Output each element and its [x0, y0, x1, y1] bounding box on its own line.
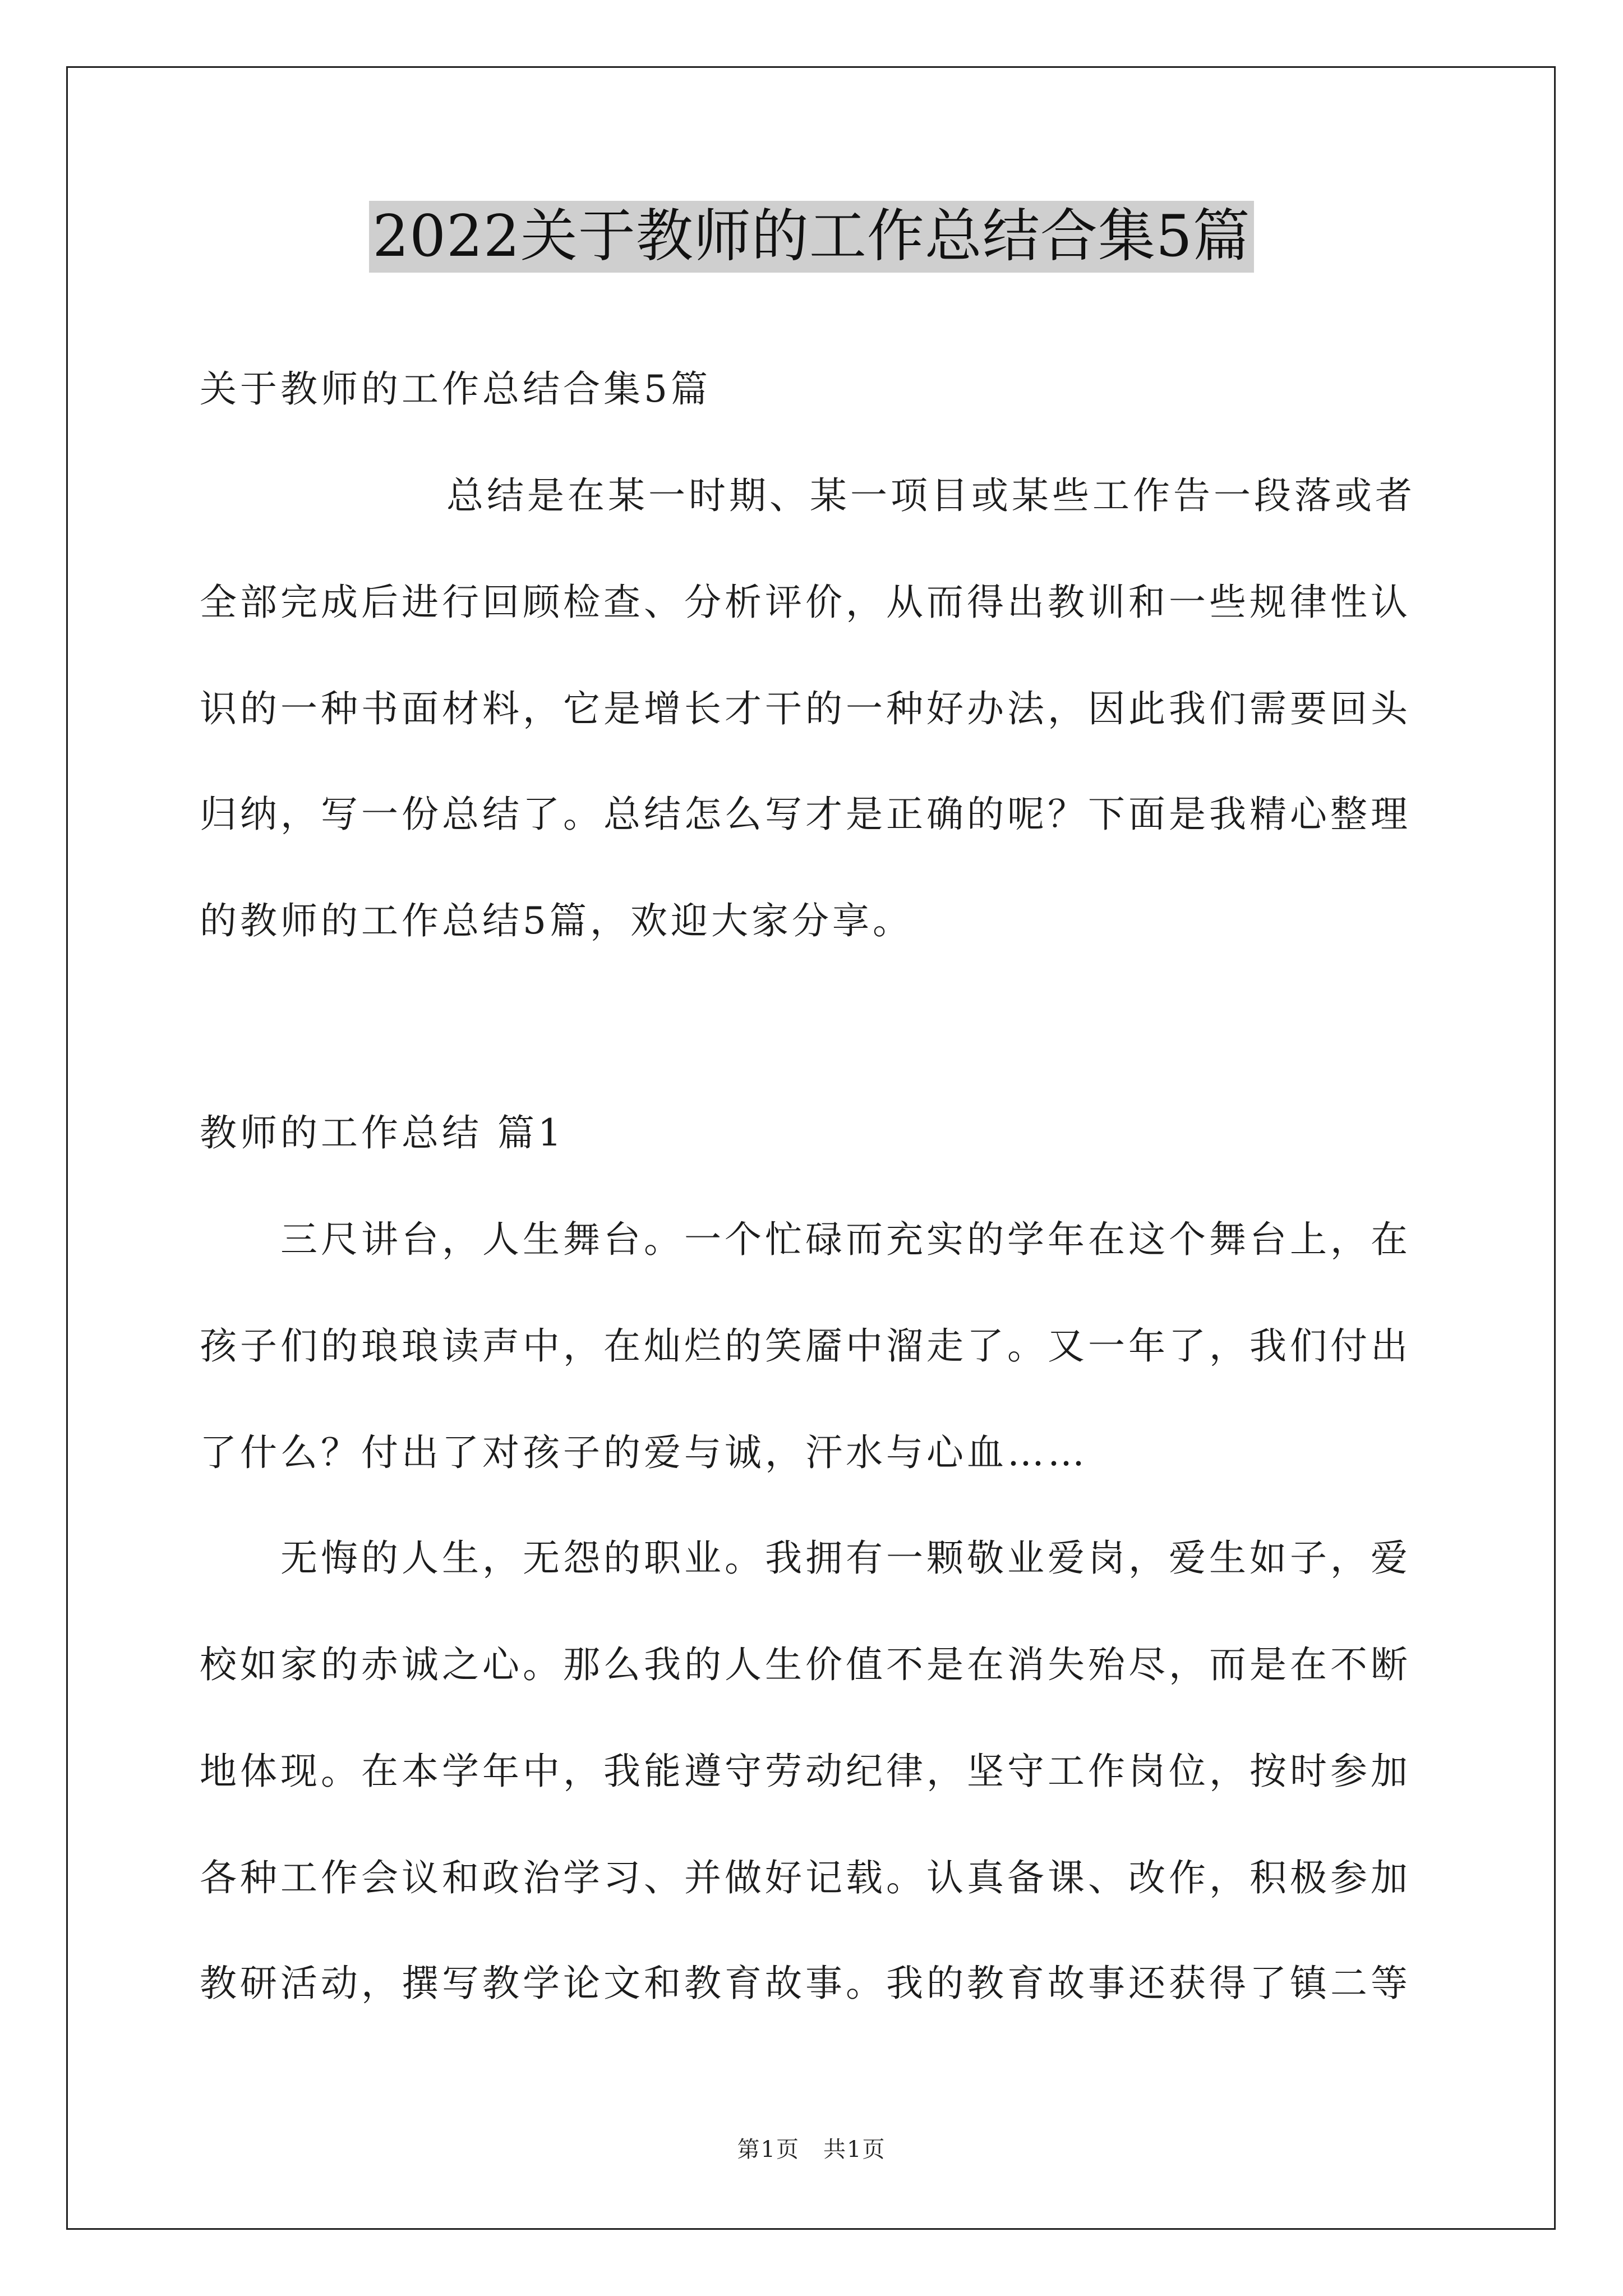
document-title: 2022关于教师的工作总结合集5篇 — [369, 201, 1253, 273]
intro-line: 识的一种书面材料，它是增长才干的一种好办法，因此我们需要回头 — [200, 687, 1411, 730]
paragraph-line: 各种工作会议和政治学习、并做好记载。认真备课、改作，积极参加 — [200, 1856, 1411, 1899]
page-footer: 第1页 共1页 — [737, 2137, 886, 2162]
section-heading: 教师的工作总结 篇1 — [200, 1111, 565, 1154]
intro-line: 总结是在某一时期、某一项目或某些工作告一段落或者 — [446, 474, 1415, 517]
title-container — [0, 201, 1623, 273]
paragraph-line: 了什么？付出了对孩子的爱与诚，汗水与心血…… — [200, 1431, 1088, 1474]
paragraph-line: 教研活动，撰写教学论文和教育故事。我的教育故事还获得了镇二等 — [200, 1962, 1411, 2005]
intro-line: 全部完成后进行回顾检查、分析评价，从而得出教训和一些规律性认 — [200, 581, 1411, 624]
paragraph-line: 孩子们的琅琅读声中，在灿烂的笑靥中溜走了。又一年了，我们付出 — [200, 1324, 1411, 1368]
paragraph-line: 地体现。在本学年中，我能遵守劳动纪律，坚守工作岗位，按时参加 — [200, 1750, 1411, 1793]
intro-line: 归纳，写一份总结了。总结怎么写才是正确的呢？下面是我精心整理 — [200, 793, 1411, 836]
intro-line: 的教师的工作总结5篇，欢迎大家分享。 — [200, 899, 913, 942]
document-subtitle: 关于教师的工作总结合集5篇 — [200, 367, 711, 411]
paragraph-line: 无悔的人生，无怨的职业。我拥有一颗敬业爱岗，爱生如子，爱 — [280, 1536, 1411, 1580]
paragraph-line: 三尺讲台，人生舞台。一个忙碌而充实的学年在这个舞台上，在 — [280, 1218, 1411, 1261]
paragraph-line: 校如家的赤诚之心。那么我的人生价值不是在消失殆尽，而是在不断 — [200, 1643, 1411, 1686]
